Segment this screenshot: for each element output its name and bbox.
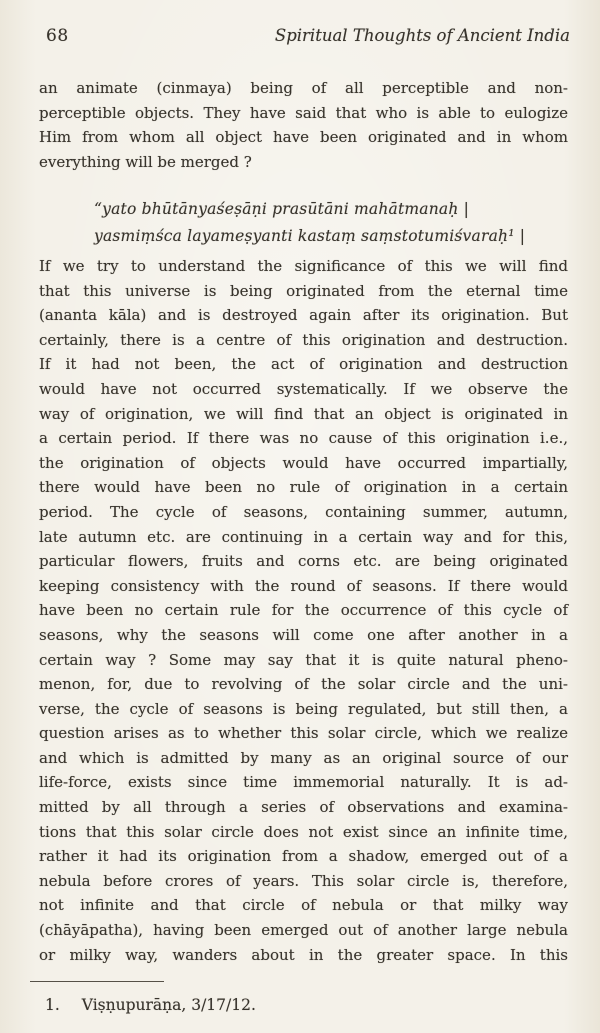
verse-quote — [94, 196, 534, 250]
text-line: or milky way, wanders about in the greater space. In this — [39, 945, 568, 964]
text-line: question arises as to whether this solar circle, which we realize — [39, 724, 568, 743]
page-header — [46, 26, 570, 46]
text-line: an animate (cinmaya) being of all perceptible and non- — [39, 79, 568, 97]
footnote — [45, 994, 256, 1016]
text-line: If it had not been, the act of origination and destruction — [39, 355, 568, 374]
text-line: late autumn etc. are continuing in a certain way and for this, — [39, 527, 568, 546]
text-line: particular flowers, fruits and corns etc. are being originated — [39, 552, 568, 571]
text-line: there would have been no rule of origination in a certain — [39, 478, 568, 497]
text-line: certainly, there is a centre of this origination and destruction. — [39, 330, 568, 349]
text-line: have been no certain rule for the occurrence of this cycle of — [39, 601, 568, 620]
text-line: tions that this solar circle does not exist since an infinite time, — [39, 822, 568, 841]
text-line: and which is admitted by many as an original source of our — [39, 748, 568, 767]
text-line: the origination of objects would have occurred impartially, — [39, 453, 568, 472]
text-line: would have not occurred systematically. If we observe the — [39, 379, 568, 398]
paragraph-main — [39, 254, 568, 967]
text-line: (chāyāpatha), having been emerged out of another large nebula — [39, 921, 568, 940]
footnote-number: 1. — [45, 996, 60, 1014]
text-line: nebula before crores of years. This solar circle is, therefore, — [39, 871, 568, 890]
text-line: keeping consistency with the round of seasons. If there would — [39, 576, 568, 595]
text-line: perceptible objects. They have said that who is able to eulogize — [39, 103, 568, 122]
text-line: certain way ? Some may say that it is quite natural pheno- — [39, 650, 568, 669]
footnote-separator — [30, 981, 164, 982]
text-line: (ananta kāla) and is destroyed again after its origination. But — [39, 306, 568, 325]
text-line: rather it had its origination from a shadow, emerged out of a — [39, 847, 568, 866]
text-line: everything will be merged ? — [39, 152, 252, 171]
text-line: that this universe is being originated from the eternal time — [39, 281, 568, 300]
running-title: Spiritual Thoughts of Ancient India — [274, 26, 570, 45]
text-line: life-force, exists since time immemorial naturally. It is ad- — [39, 773, 568, 792]
text-line: If we try to understand the significance of this we will find — [39, 257, 568, 275]
text-line: yasmiṃśca layameṣyanti kastaṃ saṃstotumiśvaraḥ¹ | — [94, 227, 526, 245]
paragraph-opening — [39, 76, 568, 174]
text-line: menon, for, due to revolving of the solar circle and the uni- — [39, 675, 568, 694]
text-line: way of origination, we will find that an object is originated in — [39, 404, 568, 423]
text-line: Him from whom all object have been originated and in whom — [39, 128, 568, 147]
text-line: verse, the cycle of seasons is being regulated, but still then, a — [39, 699, 568, 718]
text-line: period. The cycle of seasons, containing summer, autumn, — [39, 502, 568, 521]
text-line: “yato bhūtānyaśeṣāṇi prasūtāni mahātmanaḥ | — [94, 200, 470, 218]
page-number: 68 — [46, 26, 69, 46]
text-line: a certain period. If there was no cause of this origination i.e., — [39, 429, 568, 448]
text-line: not infinite and that circle of nebula or that milky way — [39, 896, 568, 915]
text-line: seasons, why the seasons will come one after another in a — [39, 625, 568, 644]
footnote-text: Viṣṇupurāṇa, 3/17/12. — [81, 996, 256, 1014]
text-line: mitted by all through a series of observations and examina- — [39, 798, 568, 817]
